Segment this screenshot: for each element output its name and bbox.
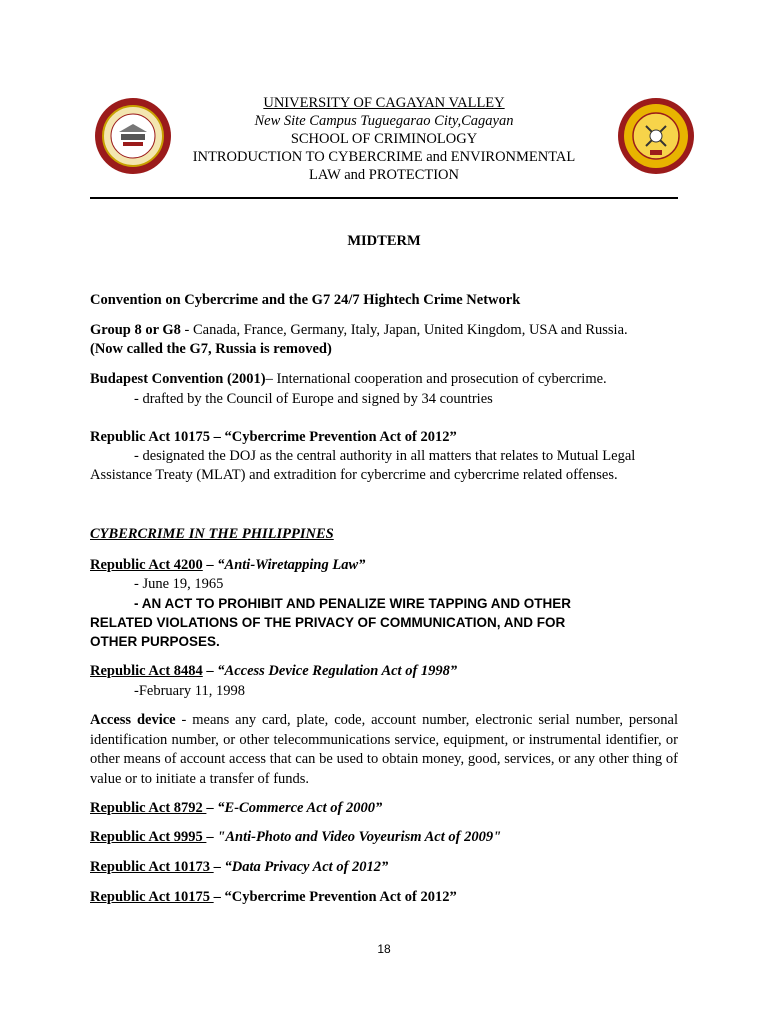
convention-heading: Convention on Cybercrime and the G7 24/7 Hightech Crime Network xyxy=(90,292,521,308)
ra4200-desc-line3: OTHER PURPOSES. xyxy=(90,634,220,649)
ra8484-number: Republic Act 8484 xyxy=(90,663,203,679)
philippines-heading: CYBERCRIME IN THE PHILIPPINES xyxy=(90,526,334,542)
page-number: 18 xyxy=(377,942,391,956)
ra4200-date: - June 19, 1965 xyxy=(134,576,224,592)
ra10173-line xyxy=(90,858,388,877)
ra4200-title: “Anti-Wiretapping Law” xyxy=(217,557,366,573)
ra10175-line2: Assistance Treaty (MLAT) and extradition for cybercrime and cybercrime related offenses. xyxy=(90,467,618,483)
ra4200-desc-line1: - AN ACT TO PROHIBIT AND PENALIZE WIRE TAPPING AND OTHER xyxy=(134,596,571,611)
school-name: SCHOOL OF CRIMINOLOGY xyxy=(290,131,478,147)
ra4200-number: Republic Act 4200 xyxy=(90,557,203,573)
ra8484-line xyxy=(90,662,457,681)
ra8792-line xyxy=(90,799,382,818)
ra9995-number: Republic Act 9995 xyxy=(90,829,207,845)
ra8484-title: “Access Device Regulation Act of 1998” xyxy=(217,663,458,679)
ra4200-line xyxy=(90,556,365,575)
page-title: MIDTERM xyxy=(347,233,421,249)
g8-line xyxy=(90,321,628,340)
course-title-line1: INTRODUCTION TO CYBERCRIME and ENVIRONMENTAL xyxy=(192,149,576,165)
ra4200-desc-line2: RELATED VIOLATIONS OF THE PRIVACY OF COMMUNICATION, AND FOR xyxy=(90,615,566,630)
university-name: UNIVERSITY OF CAGAYAN VALLEY xyxy=(263,95,505,111)
g8-term: Group 8 or G8 xyxy=(90,322,181,338)
ra10175-line1: - designated the DOJ as the central authority in all matters that relates to Mutual Legal xyxy=(134,448,636,464)
access-device-term: Access device xyxy=(90,712,176,728)
header-divider xyxy=(90,197,678,199)
g8-text: - Canada, France, Germany, Italy, Japan, United Kingdom, USA and Russia. xyxy=(180,322,628,338)
ra9995-separator: – xyxy=(206,829,218,845)
ra10173-number: Republic Act 10173 xyxy=(90,859,214,875)
ra10175-number: Republic Act 10175 xyxy=(90,889,214,905)
ra10173-separator: – xyxy=(213,859,225,875)
budapest-text: – International cooperation and prosecution of cybercrime. xyxy=(265,371,607,387)
access-device-text: - means any card, plate, code, account number, electronic serial number, personal identification number, or other telecommunications service, equipment, or instrumental identifier, or other means of account access that can be used to obtain money, good, services, or any other thing of value or to initiate a transfer of funds. xyxy=(90,712,679,787)
ra9995-title: "Anti-Photo and Video Voyeurism Act of 2009" xyxy=(217,829,502,845)
ra8792-number: Republic Act 8792 xyxy=(90,800,207,816)
ra10175-heading: Republic Act 10175 – “Cybercrime Prevention Act of 2012” xyxy=(90,429,457,445)
budapest-term: Budapest Convention (2001) xyxy=(90,371,266,387)
access-device-definition xyxy=(90,711,678,789)
ra4200-separator: – xyxy=(202,557,218,573)
ra8792-title: “E-Commerce Act of 2000” xyxy=(217,800,383,816)
ra10175-separator: – xyxy=(213,889,225,905)
ra8484-date: -February 11, 1998 xyxy=(134,683,246,699)
ra10173-title: “Data Privacy Act of 2012” xyxy=(224,859,389,875)
ra10175-title: “Cybercrime Prevention Act of 2012” xyxy=(224,889,457,905)
budapest-line xyxy=(90,370,607,389)
campus-address: New Site Campus Tuguegarao City,Cagayan xyxy=(254,113,514,129)
g8-note: (Now called the G7, Russia is removed) xyxy=(90,341,332,357)
budapest-sub: - drafted by the Council of Europe and signed by 34 countries xyxy=(134,391,493,407)
course-title-line2: LAW and PROTECTION xyxy=(309,167,459,183)
ra8484-separator: – xyxy=(202,663,218,679)
ra8792-separator: – xyxy=(206,800,218,816)
ra9995-line xyxy=(90,828,501,847)
ra10175-line xyxy=(90,888,457,907)
